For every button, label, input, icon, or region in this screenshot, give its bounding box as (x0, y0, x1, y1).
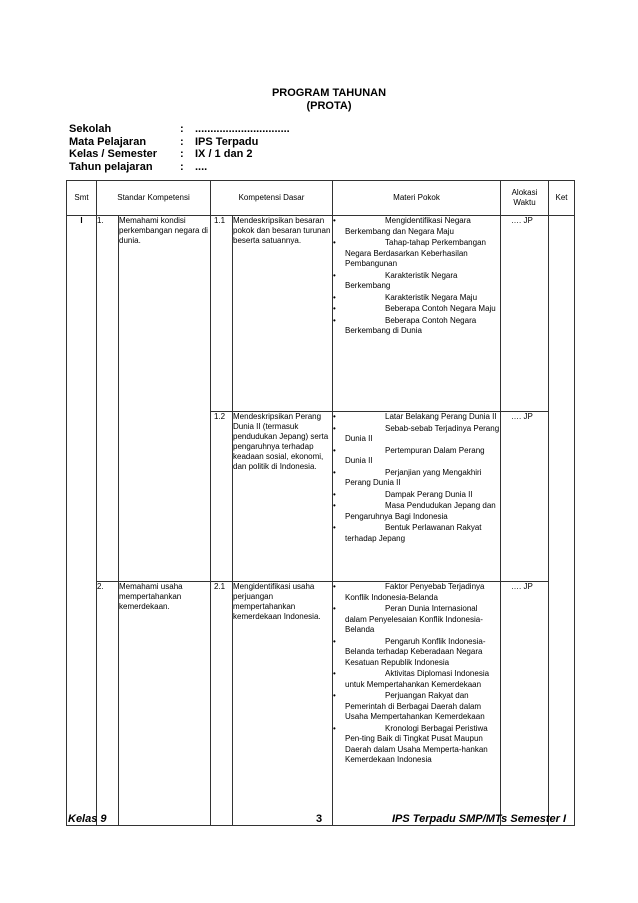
list-item: • Karakteristik Negara Maju (333, 292, 478, 302)
bullet-icon: • (333, 445, 336, 455)
alokasi-waktu-cell: …. JP (501, 582, 549, 826)
info-row-sekolah (69, 123, 290, 136)
sk-text: Memahami usaha mempertahankan kemerdekaan. (119, 582, 211, 826)
header-alokasi-waktu: Alokasi Waktu (501, 181, 549, 216)
bullet-icon: • (333, 523, 336, 532)
bullet-icon: • (333, 636, 336, 646)
info-row-kelas-semester (69, 148, 290, 161)
bullet-icon: • (333, 582, 336, 591)
bullet-icon: • (333, 669, 336, 678)
footer-class-label: Kelas 9 (68, 813, 107, 825)
alokasi-waktu-cell: …. JP (501, 216, 549, 412)
prota-table (66, 180, 575, 826)
bullet-icon: • (333, 723, 336, 733)
footer-subject-label: IPS Terpadu SMP/MTs Semester I (391, 813, 566, 825)
header-ket: Ket (549, 181, 575, 216)
footer-page-number: 3 (316, 813, 323, 825)
info-value: IPS Terpadu (195, 135, 259, 148)
list-item: • Bentuk Perlawanan Rakyat terhadap Jepang (333, 523, 482, 543)
bullet-icon: • (333, 315, 336, 325)
info-value: ............................... (195, 123, 290, 135)
info-colon: : (180, 148, 184, 160)
kd-number: 1.1 (211, 216, 233, 412)
info-label: Sekolah (69, 123, 112, 135)
materi-pokok-cell (333, 216, 501, 412)
list-item: • Kronologi Berbagai Peristiwa Pen-ting Baik di Tingkat Pusat Maupun Daerah dalam Usaha Memperta-hankan Kemerdekaan Indonesia (333, 723, 488, 764)
list-item: • Perjanjian yang Mengakhiri Perang Dunia II (333, 467, 482, 487)
table-row (67, 582, 575, 826)
bullet-icon: • (333, 292, 336, 302)
info-colon: : (180, 135, 184, 148)
identity-block (69, 123, 290, 173)
list-item: • Peran Dunia Internasional dalam Penyelesaian Konflik Indonesia-Belanda (333, 604, 483, 634)
kd-number: 2.1 (211, 582, 233, 826)
alokasi-waktu-cell: …. JP (501, 412, 549, 582)
list-item: • Latar Belakang Perang Dunia II (333, 412, 497, 421)
header-smt: Smt (67, 181, 97, 216)
info-colon: : (180, 123, 184, 135)
header-standar-kompetensi: Standar Kompetensi (97, 181, 211, 216)
info-row-tahun-pelajaran (69, 161, 290, 174)
kd-text: Mendeskripsikan besaran pokok dan besaran turunan beserta satuannya. (233, 216, 333, 412)
list-item: • Beberapa Contoh Negara Maju (333, 304, 496, 313)
bullet-icon: • (333, 423, 336, 433)
info-colon: : (180, 160, 184, 173)
list-item: • Masa Pendudukan Jepang dan Pengaruhnya Bagi Indonesia (333, 501, 496, 521)
list-item: • Pertempuran Dalam Perang Dunia II (333, 445, 485, 465)
info-label: Tahun pelajaran (69, 160, 153, 173)
bullet-icon: • (333, 691, 336, 700)
sk-number: 1. (97, 216, 119, 582)
list-item: • Perjuangan Rakyat dan Pemerintah di Berbagai Daerah dalam Usaha Mempertahankan Kemerdekaan (333, 691, 485, 721)
list-item: • Faktor Penyebab Terjadinya Konflik Indonesia-Belanda (333, 582, 485, 602)
table-row (67, 216, 575, 412)
materi-pokok-cell (333, 412, 501, 582)
semester-cell: I (67, 216, 97, 826)
list-item: • Pengaruh Konflik Indonesia-Belanda terhadap Keberadaan Negara Kesatuan Republik Indonesia (333, 636, 486, 667)
kd-text: Mendeskripsikan Perang Dunia II (termasuk pendudukan Jepang) serta pengaruhnya terhadap keadaan sosial, ekonomi, dan politik di Indonesia. (233, 412, 333, 582)
sk-text: Memahami kondisi perkembangan negara di dunia. (119, 216, 211, 582)
info-label: Kelas / Semester (69, 148, 158, 160)
header-kompetensi-dasar: Kompetensi Dasar (211, 181, 333, 216)
bullet-icon: • (333, 238, 336, 247)
bullet-icon: • (333, 467, 336, 477)
sk-number: 2. (97, 582, 119, 826)
list-item: • Beberapa Contoh Negara Berkembang di Dunia (333, 315, 477, 335)
list-item: • Karakteristik Negara Berkembang (333, 270, 458, 290)
kd-number: 1.2 (211, 412, 233, 582)
list-item: • Mengidentifikasi Negara Berkembang dan Negara Maju (333, 216, 471, 236)
info-value: .... (195, 160, 208, 173)
header-materi-pokok: Materi Pokok (333, 181, 501, 216)
bullet-icon: • (333, 304, 336, 313)
info-label: Mata Pelajaran (69, 135, 147, 148)
list-item: • Tahap-tahap Perkembangan Negara Berdasarkan Keberhasilan Pembangunan (333, 238, 486, 268)
bullet-icon: • (333, 501, 336, 510)
page-title: PROGRAM TAHUNAN (271, 87, 387, 99)
materi-pokok-cell (333, 582, 501, 826)
bullet-icon: • (333, 489, 336, 499)
info-value: IX / 1 dan 2 (195, 148, 253, 160)
list-item: • Aktivitas Diplomasi Indonesia untuk Mempertahankan Kemerdekaan (333, 669, 490, 689)
table-header-row (67, 181, 575, 216)
kd-text: Mengidentifikasi usaha perjuangan mempertahankan kemerdekaan Indonesia. (233, 582, 333, 826)
bullet-icon: • (333, 216, 336, 225)
info-row-mata-pelajaran (69, 136, 290, 149)
list-item: • Sebab-sebab Terjadinya Perang Dunia II (333, 423, 500, 443)
page-subtitle: (PROTA) (306, 100, 352, 112)
ket-cell (549, 216, 575, 826)
bullet-icon: • (333, 270, 336, 280)
bullet-icon: • (333, 412, 336, 421)
bullet-icon: • (333, 604, 336, 613)
list-item: • Dampak Perang Dunia II (333, 489, 473, 499)
